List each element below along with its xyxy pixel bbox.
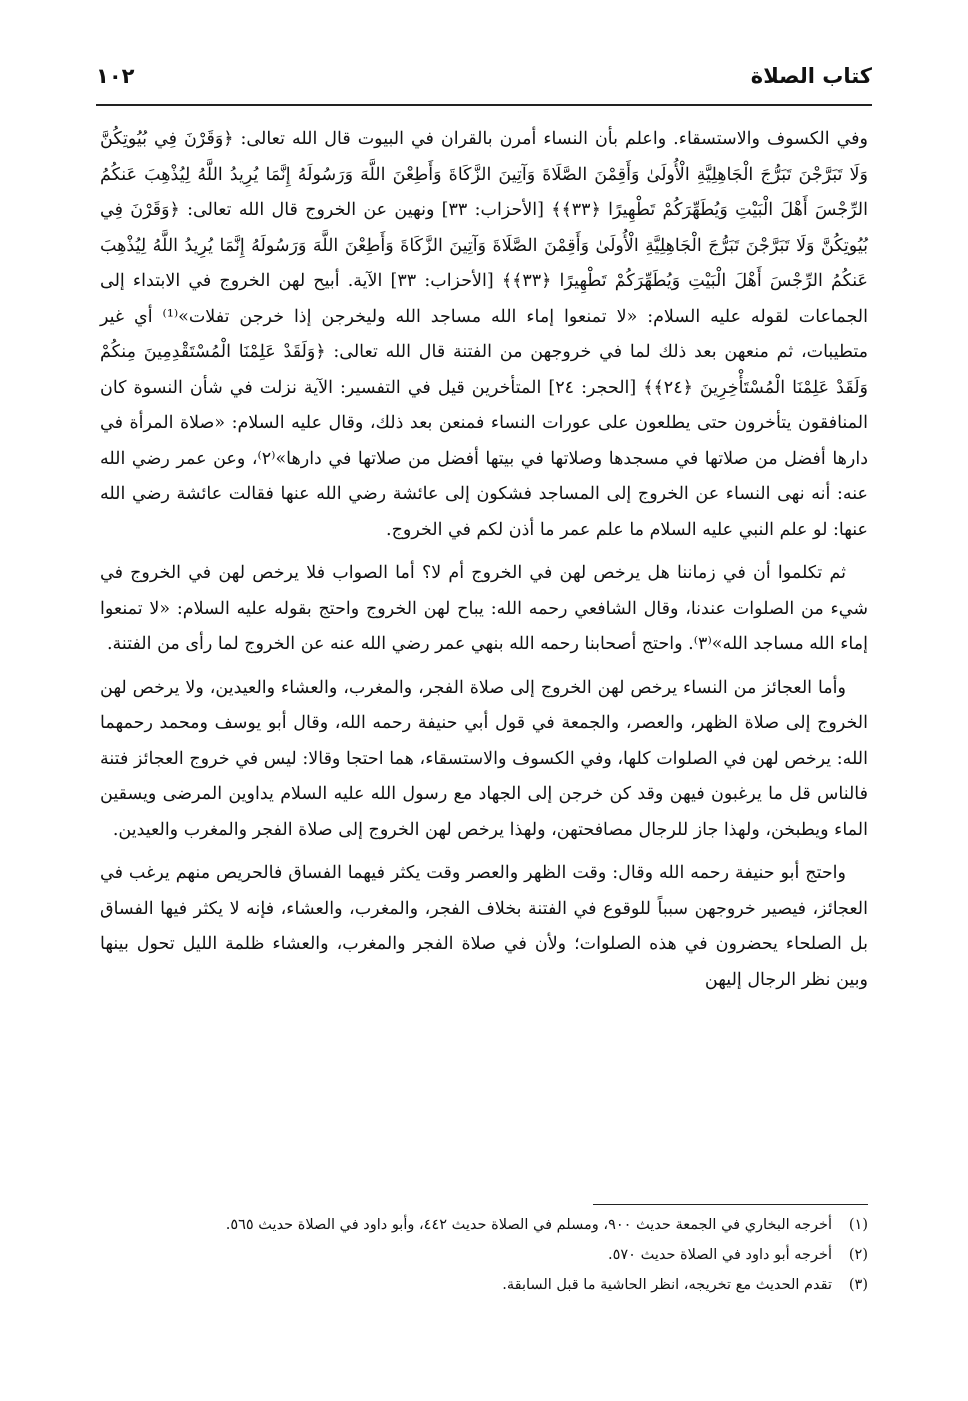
paragraph-2: ثم تكلموا أن في زماننا هل يرخص لهن في الخروج أم لا؟ أما الصواب فلا يرخص لهن في الخروج في شيء من الصلوات عندنا، وقال الشافعي رحمه الله: يباح لهن الخروج واحتج بقوله عليه السلام: «لا تمنعوا إماء الله مساجد الله»⁽٣⁾. واحتج أصحابنا رحمه الله بنهي عمر رضي الله عنه عن الخروج لما رأى من الفتنة. [100, 563, 868, 654]
main-text [100, 122, 868, 998]
footnote-1 [100, 1212, 868, 1239]
footnote-number: (١) [848, 1217, 868, 1233]
running-title: كتاب الصلاة [750, 64, 872, 88]
paragraph-3: وأما العجائز من النساء يرخص لهن الخروج إلى صلاة الفجر، والمغرب، والعشاء والعيدين، ولا يرخص لهن الخروج إلى صلاة الظهر، والعصر، والجمعة في قول أبي حنيفة رحمه الله، وقال أبو يوسف ومحمد رحمهما الله: يرخص لهن في الصلوات كلها، وفي الكسوف والاستسقاء، هما احتجا وقالا: ليس في خروج العجائز فتنة فالناس قل ما يرغبون فيهن وقد كن خرجن إلى الجهاد مع رسول الله عليه السلام يداوين المرضى ويسقين الماء ويطبخن، ولهذا جاز للرجال مصافحتهن، ولهذا يرخص لهن الخروج إلى صلاة الفجر والمغرب والعيدين. [100, 677, 868, 840]
footnote-text: أخرجه أبو داود في الصلاة حديث ٥٧٠. [607, 1247, 832, 1263]
footnote-text: أخرجه البخاري في الجمعة حديث ٩٠٠، ومسلم في الصلاة حديث ٤٤٢، وأبو داود في الصلاة حديث ٥٦٥. [225, 1217, 832, 1233]
footnote-text: تقدم الحديث مع تخريجه، انظر الحاشية ما قبل السابقة. [502, 1277, 832, 1293]
page-header [96, 58, 872, 98]
footnote-2 [100, 1242, 868, 1269]
footnote-3 [100, 1272, 868, 1299]
page-number: ١٠٢ [96, 64, 135, 88]
footnote-number: (٢) [848, 1247, 868, 1263]
footnotes [100, 1212, 868, 1299]
footnote-number: (٣) [848, 1277, 868, 1293]
paragraph-4: واحتج أبو حنيفة رحمه الله وقال: وقت الظهر والعصر وقت يكثر فيهما الفساق فالحريص منهم يرغب في العجائز، فيصير خروجهن سبباً للوقوع في الفتنة بخلاف الفجر، والمغرب، والعشاء، فإنه لا يكثر فيها الفساق بل الصلحاء يحضرون في هذه الصلوات؛ ولأن في صلاة الفجر والمغرب، والعشاء ظلمة الليل تحول بينها وبين نظر الرجال إليهن [100, 863, 868, 990]
paragraph-1: وفي الكسوف والاستسقاء. واعلم بأن النساء أمرن بالقران في البيوت قال الله تعالى: ﴿وَقَرْنَ فِي بُيُوتِكُنَّ وَلَا تَبَرَّجْنَ تَبَرُّجَ الْجَاهِلِيَّةِ الْأُولَىٰ وَأَقِمْنَ الصَّلَاةَ وَآتِينَ الزَّكَاةَ وَأَطِعْنَ اللَّهَ وَرَسُولَهُ إِنَّمَا يُرِيدُ اللَّهُ لِيُذْهِبَ عَنكُمُ الرِّجْسَ أَهْلَ الْبَيْتِ وَيُطَهِّرَكُمْ تَطْهِيرًا ﴿٣٣﴾﴾ [الأحزاب: ٣٣] ونهين عن الخروج قال الله تعالى: ﴿وَقَرْنَ فِي بُيُوتِكُنَّ وَلَا تَبَرَّجْنَ تَبَرُّجَ الْجَاهِلِيَّةِ الْأُولَىٰ وَأَقِمْنَ الصَّلَاةَ وَآتِينَ الزَّكَاةَ وَأَطِعْنَ اللَّهَ وَرَسُولَهُ إِنَّمَا يُرِيدُ اللَّهُ لِيُذْهِبَ عَنكُمُ الرِّجْسَ أَهْلَ الْبَيْتِ وَيُطَهِّرَكُمْ تَطْهِيرًا ﴿٣٣﴾﴾ [الأحزاب: ٣٣] الآية. أبيح لهن الخروج في الابتداء إلى الجماعات لقوله عليه السلام: «لا تمنعوا إماء الله مساجد الله وليخرجن إذا خرجن تفلات»⁽¹⁾ أي غير متطيبات، ثم منعهن بعد ذلك لما في خروجهن من الفتنة قال الله تعالى: ﴿وَلَقَدْ عَلِمْنَا الْمُسْتَقْدِمِينَ مِنكُمْ وَلَقَدْ عَلِمْنَا الْمُسْتَأْخِرِينَ ﴿٢٤﴾﴾ [الحجر: ٢٤] المتأخرين قيل في التفسير: الآية نزلت في شأن النسوة كان المنافقون يتأخرون حتى يطلعون على عورات النساء فمنعن بعد ذلك، وقال عليه السلام: «صلاة المرأة في دارها أفضل من صلاتها في مسجدها وصلاتها في بيتها أفضل من صلاتها في دارها»⁽٢⁾، وعن عمر رضي الله عنه: أنه نهى النساء عن الخروج إلى المساجد فشكون إلى عائشة رضي الله عنها فقالت عائشة رضي الله عنها: لو علم النبي عليه السلام ما علم عمر ما أذن لكم في الخروج. [100, 129, 868, 540]
header-divider [96, 104, 872, 106]
footnote-divider [593, 1204, 868, 1205]
